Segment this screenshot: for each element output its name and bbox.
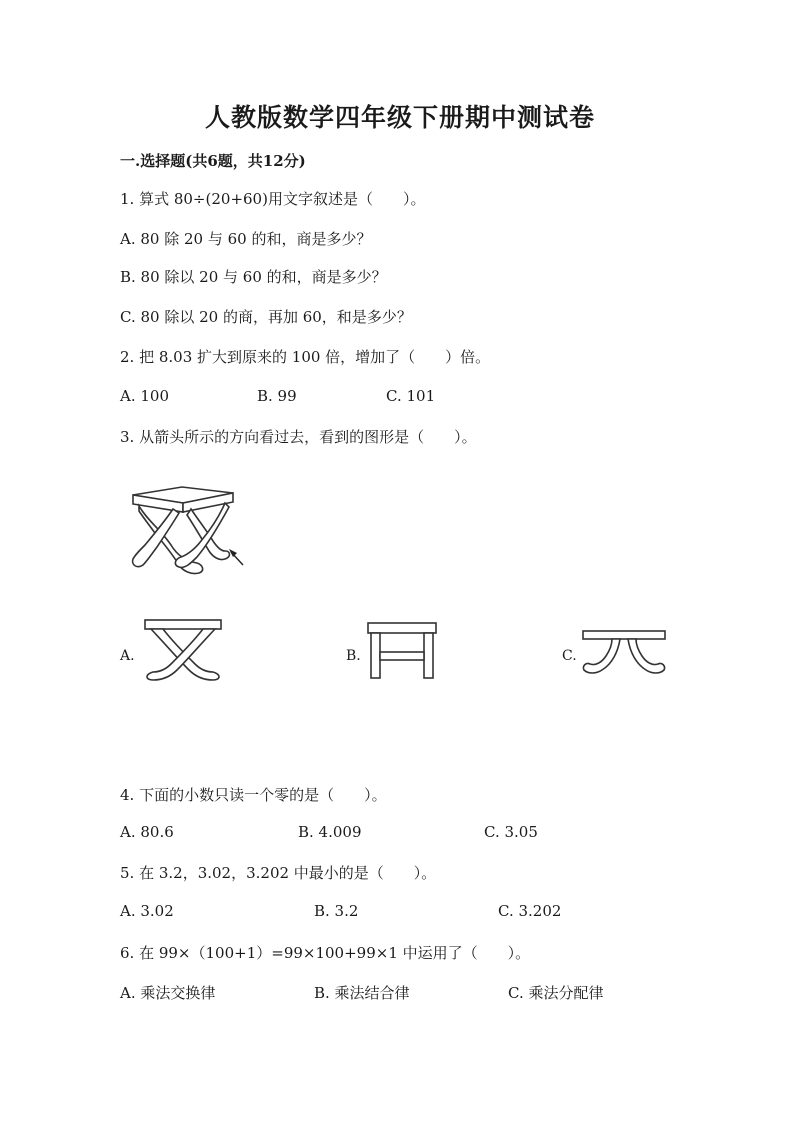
question-3-option-b-label: B. bbox=[346, 648, 361, 664]
section-heading: 一.选择题(共6题，共12分) bbox=[120, 152, 306, 170]
question-2-stem: 2. 把 8.03 扩大到原来的 100 倍，增加了（ ）倍。 bbox=[120, 348, 491, 366]
question-4-option-a: A. 80.6 bbox=[120, 823, 174, 841]
question-1-option-a: A. 80 除 20 与 60 的和，商是多少？ bbox=[120, 230, 372, 248]
question-6-option-a: A. 乘法交换律 bbox=[120, 984, 216, 1002]
question-6-stem: 6. 在 99×（100+1）=99×100+99×1 中运用了（ ）。 bbox=[120, 944, 531, 962]
question-4-option-c: C. 3.05 bbox=[484, 823, 538, 841]
question-5-option-a: A. 3.02 bbox=[120, 902, 174, 920]
question-2-option-a: A. 100 bbox=[120, 387, 169, 405]
question-4-stem: 4. 下面的小数只读一个零的是（ ）。 bbox=[120, 786, 387, 804]
question-3-option-c-label: C. bbox=[562, 648, 577, 664]
question-1-option-b: B. 80 除以 20 与 60 的和，商是多少？ bbox=[120, 268, 387, 286]
stool-perspective-figure bbox=[125, 485, 250, 580]
question-5-option-c: C. 3.202 bbox=[498, 902, 562, 920]
question-3-option-a-label: A. bbox=[120, 648, 135, 664]
option-c-curved-legs-figure bbox=[582, 630, 667, 680]
question-1-option-c: C. 80 除以 20 的商，再加 60，和是多少？ bbox=[120, 308, 412, 326]
question-5-option-b: B. 3.2 bbox=[314, 902, 359, 920]
page-title: 人教版数学四年级下册期中测试卷 bbox=[204, 103, 595, 132]
question-2-option-c: C. 101 bbox=[386, 387, 436, 405]
question-3-stem: 3. 从箭头所示的方向看过去，看到的图形是（ ）。 bbox=[120, 428, 477, 446]
option-b-frame-figure bbox=[367, 622, 437, 680]
question-1-stem: 1. 算式 80÷(20+60)用文字叙述是（ ）。 bbox=[120, 190, 426, 208]
question-2-option-b: B. 99 bbox=[257, 387, 297, 405]
question-4-option-b: B. 4.009 bbox=[298, 823, 362, 841]
question-6-option-b: B. 乘法结合律 bbox=[314, 984, 410, 1002]
question-5-stem: 5. 在 3.2，3.02，3.202 中最小的是（ ）。 bbox=[120, 864, 437, 882]
option-a-x-legs-figure bbox=[143, 618, 223, 683]
question-6-option-c: C. 乘法分配律 bbox=[508, 984, 604, 1002]
